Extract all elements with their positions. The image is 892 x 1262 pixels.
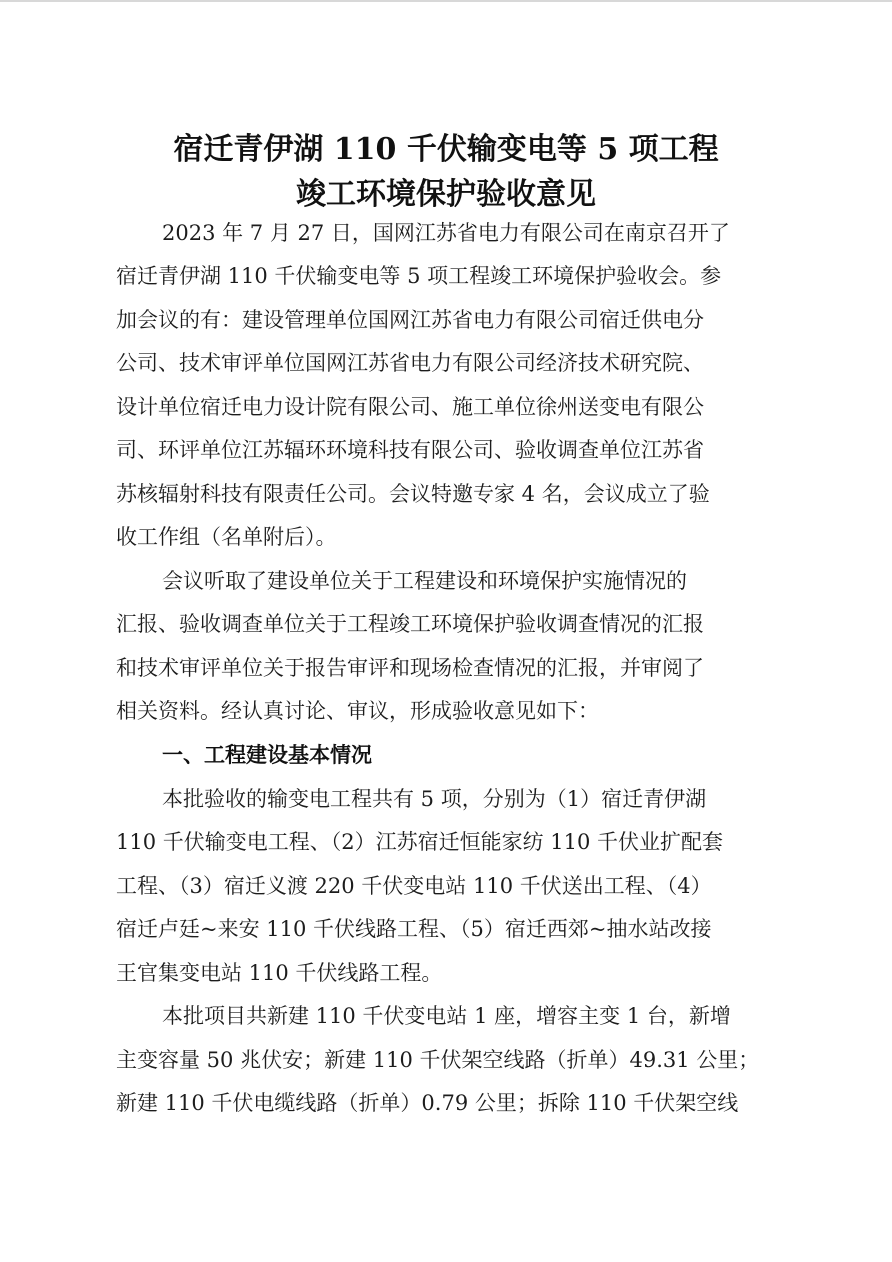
paragraph-2-line-4: 相关资料。经认真讨论、审议，形成验收意见如下： [116,699,599,723]
section-1-paragraph-1-line-1: 本批验收的输变电工程共有 5 项，分别为（1）宿迁青伊湖 [162,787,707,811]
paragraph-2-line-2: 汇报、验收调查单位关于工程竣工环境保护验收调查情况的汇报 [116,612,704,636]
paragraph-1-line-5: 设计单位宿迁电力设计院有限公司、施工单位徐州送变电有限公 [116,395,704,419]
paragraph-2-line-3: 和技术审评单位关于报告审评和现场检查情况的汇报，并审阅了 [116,656,704,680]
paragraph-1-line-1: 2023 年 7 月 27 日，国网江苏省电力有限公司在南京召开了 [162,221,730,245]
document-title-line-2: 竣工环境保护验收意见 [296,177,596,212]
section-1-paragraph-1-line-2: 110 千伏输变电工程、（2）江苏宿迁恒能家纺 110 千伏业扩配套 [116,830,724,854]
paragraph-1-line-8: 收工作组（名单附后）。 [116,525,337,549]
section-1-paragraph-2-line-1: 本批项目共新建 110 千伏变电站 1 座，增容主变 1 台，新增 [162,1004,731,1028]
paragraph-1-line-3: 加会议的有：建设管理单位国网江苏省电力有限公司宿迁供电分 [116,308,704,332]
paragraph-1-line-6: 司、环评单位江苏辐环环境科技有限公司、验收调查单位江苏省 [116,438,704,462]
section-1-heading: 一、工程建设基本情况 [162,743,372,767]
document-title-line-1: 宿迁青伊湖 110 千伏输变电等 5 项工程 [173,132,719,167]
section-1-paragraph-1-line-5: 王官集变电站 110 千伏线路工程。 [116,961,443,985]
paragraph-1-line-7: 苏核辐射科技有限责任公司。会议特邀专家 4 名，会议成立了验 [116,482,710,506]
section-1-paragraph-2-line-3: 新建 110 千伏电缆线路（折单）0.79 公里；拆除 110 千伏架空线 [116,1091,739,1115]
top-edge-rule [0,0,892,2]
section-1-paragraph-2-line-2: 主变容量 50 兆伏安；新建 110 千伏架空线路（折单）49.31 公里； [116,1048,760,1072]
section-1-paragraph-1-line-4: 宿迁卢廷~来安 110 千伏线路工程、（5）宿迁西郊~抽水站改接 [116,917,712,941]
paragraph-1-line-4: 公司、技术审评单位国网江苏省电力有限公司经济技术研究院、 [116,351,704,375]
section-1-paragraph-1-line-3: 工程、（3）宿迁义渡 220 千伏变电站 110 千伏送出工程、（4） [116,874,712,898]
paragraph-1-line-2: 宿迁青伊湖 110 千伏输变电等 5 项工程竣工环境保护验收会。参 [116,264,722,288]
paragraph-2-line-1: 会议听取了建设单位关于工程建设和环境保护实施情况的 [162,569,687,593]
